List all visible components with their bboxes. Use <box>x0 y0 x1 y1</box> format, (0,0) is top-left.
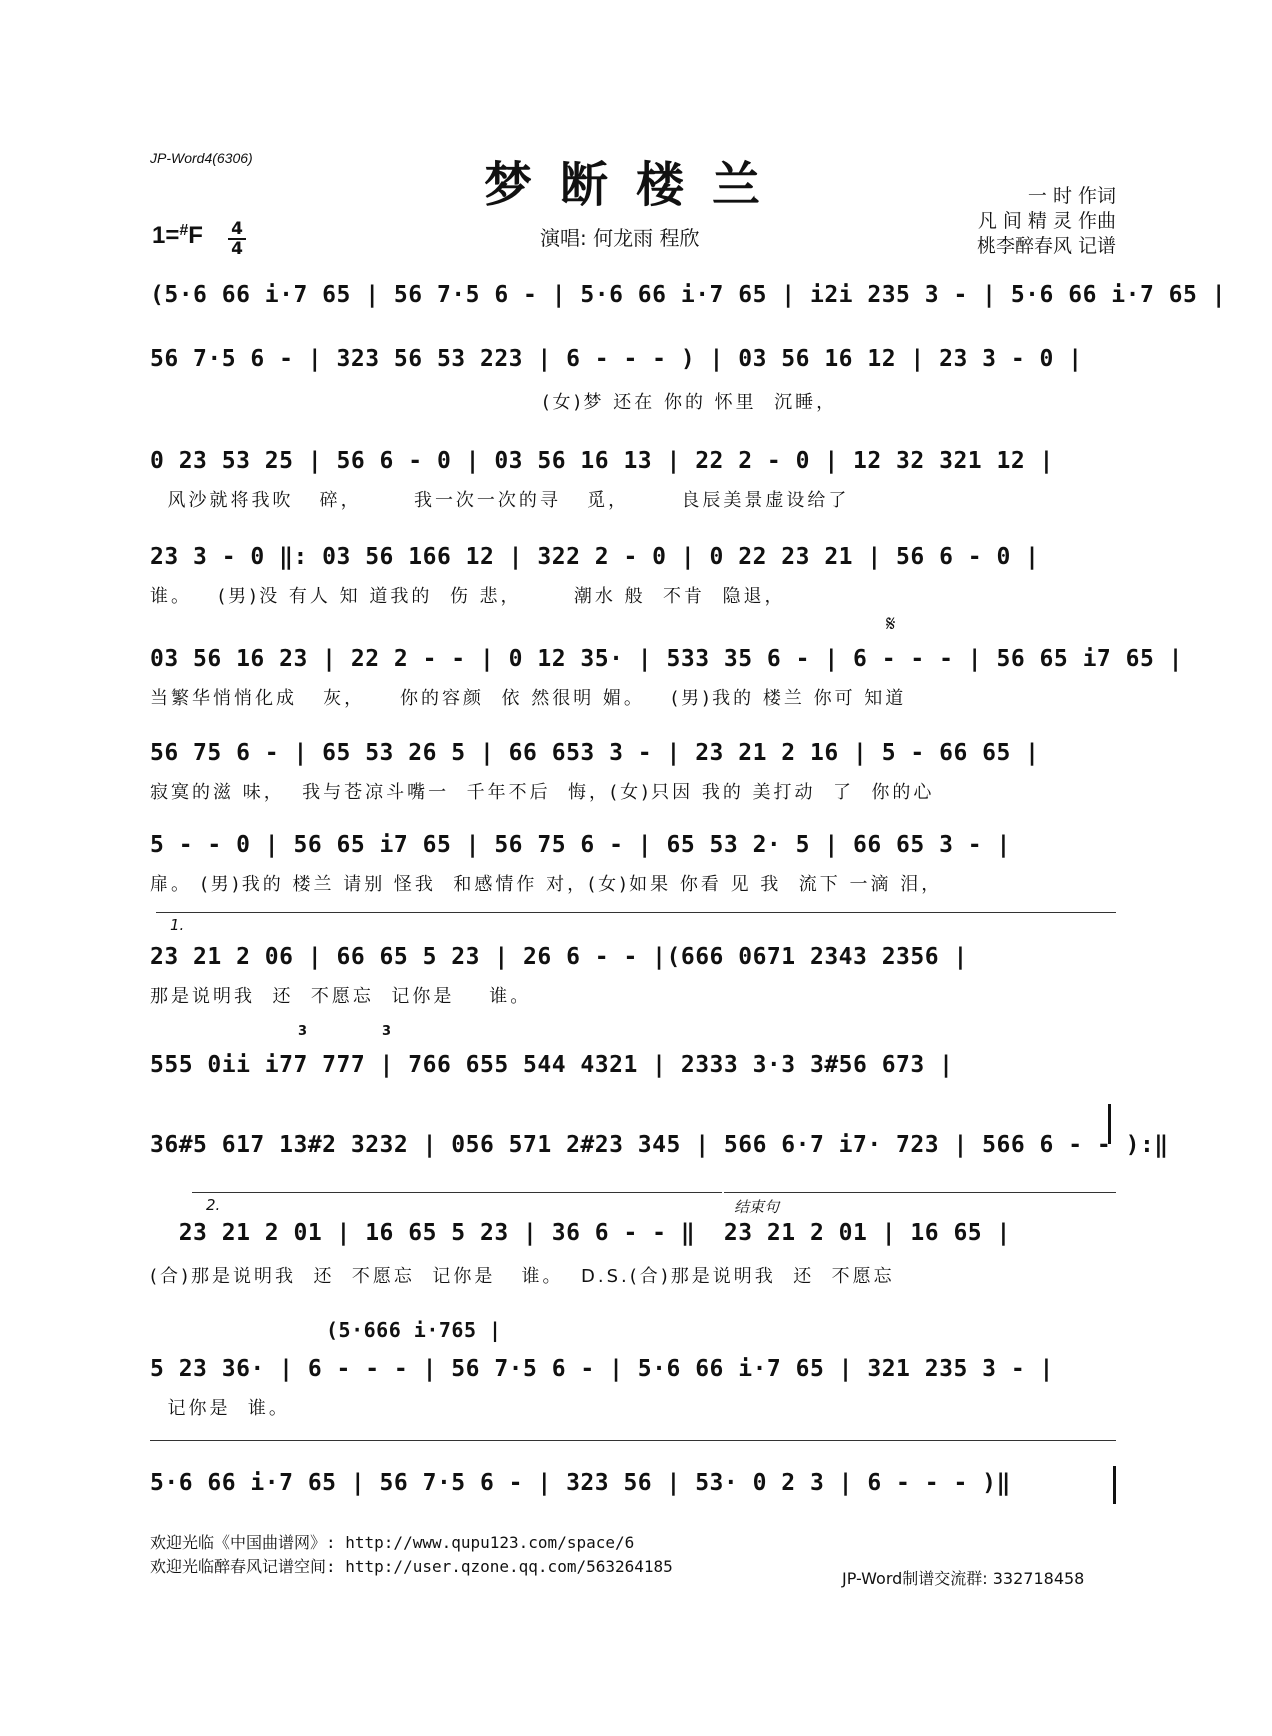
lyricist-credit: 一 时 作词 <box>1027 185 1116 207</box>
footer-link-2: 欢迎光临醉春风记谱空间: http://user.qzone.qq.com/563264185 <box>150 1557 673 1576</box>
score-line-notes: 0 23 53 25 | 56 6 - 0 | 03 56 16 13 | 22 2 - 0 | 12 32 321 12 | <box>150 448 1054 474</box>
segno-sign: 𝄋 <box>886 612 896 637</box>
composer-credit: 凡 间 精 灵 作曲 <box>977 210 1116 232</box>
key-note: F <box>188 222 203 249</box>
score-line-lyrics: 扉。 (男)我的 楼兰 请别 怪我 和感情作 对，(女)如果 你看 见 我 流下 一滴 泪， <box>150 874 943 895</box>
score-line-notes: 23 21 2 01 | 16 65 5 23 | 36 6 - - ‖ 23 21 2 01 | 16 65 | <box>150 1220 1011 1246</box>
score-line-lyrics: 记你是 谁。 <box>150 1398 290 1419</box>
score-line-notes: 36#5 617 13#2 3232 | 056 571 2#23 345 | 566 6·7 i7· 723 | 566 6 - - ):‖ <box>150 1132 1169 1158</box>
score-line-lyrics: 那是说明我 还 不愿忘 记你是 谁。 <box>150 986 532 1007</box>
score-line-notes: 23 21 2 06 | 66 65 5 23 | 26 6 - - |(666 0671 2343 2356 | <box>150 944 968 970</box>
time-top: 4 <box>228 220 246 240</box>
time-bottom: 4 <box>231 239 243 259</box>
volta-1-bracket <box>156 912 1116 913</box>
score-line-notes: 555 0ii i77 777 | 766 655 544 4321 | 2333 3·3 3#56 673 | <box>150 1052 954 1078</box>
footer-group: JP-Word制谱交流群: 332718458 <box>842 1569 1085 1588</box>
ending-label: 结束句 <box>734 1198 780 1216</box>
singer-credit: 演唱: 何龙雨 程欣 <box>540 226 700 250</box>
volta-1-label: 1. <box>170 916 185 934</box>
score-line-lyrics: 谁。 (男)没 有人 知 道我的 伤 悲， 潮水 般 不肯 隐退， <box>150 586 786 607</box>
final-barline <box>1113 1466 1116 1504</box>
ending-bracket <box>724 1192 1116 1193</box>
score-line-lyrics: (女)梦 还在 你的 怀里 沉睡， <box>150 392 838 413</box>
section-rule <box>150 1440 1116 1441</box>
score-line-notes: 5 23 36· | 6 - - - | 56 7·5 6 - | 5·6 66 i·7 65 | 321 235 3 - | <box>150 1356 1054 1382</box>
song-title: 梦断楼兰 <box>483 157 788 213</box>
score-line-notes: 5 - - 0 | 56 65 i7 65 | 56 75 6 - | 65 53 2· 5 | 66 65 3 - | <box>150 832 1011 858</box>
key-prefix: 1= <box>152 222 180 249</box>
score-line-lyrics: 当繁华悄悄化成 灰， 你的容颜 依 然很明 媚。 (男)我的 楼兰 你可 知道 <box>150 688 907 709</box>
score-line-lyrics: (合)那是说明我 还 不愿忘 记你是 谁。 D.S.(合)那是说明我 还 不愿忘 <box>150 1266 895 1287</box>
score-line-notes: (5·6 66 i·7 65 | 56 7·5 6 - | 5·6 66 i·7 65 | i2i 235 3 - | 5·6 66 i·7 65 | <box>150 282 1227 308</box>
time-signature <box>228 220 246 258</box>
software-label: JP-Word4(6306) <box>150 150 253 166</box>
credits <box>946 184 1116 259</box>
triplet-mark: 3 <box>298 1024 308 1039</box>
key-signature <box>152 222 203 250</box>
triplet-mark: 3 <box>382 1024 392 1039</box>
sharp-sign: # <box>179 222 189 239</box>
volta-2-bracket <box>192 1192 722 1193</box>
footer-link-1: 欢迎光临《中国曲谱网》: http://www.qupu123.com/space/6 <box>150 1533 635 1552</box>
inline-intro-notes: (5·666 i·765 | <box>326 1318 502 1342</box>
score-line-lyrics: 寂寞的滋 味， 我与苍凉斗嘴一 千年不后 悔，(女)只因 我的 美打动 了 你的心 <box>150 782 935 803</box>
volta-2-label: 2. <box>206 1196 221 1214</box>
score-line-notes: 23 3 - 0 ‖: 03 56 166 12 | 322 2 - 0 | 0 22 23 21 | 56 6 - 0 | <box>150 544 1040 570</box>
score-line-notes: 5·6 66 i·7 65 | 56 7·5 6 - | 323 56 | 53· 0 2 3 | 6 - - - )‖ <box>150 1470 1011 1496</box>
score-line-notes: 56 75 6 - | 65 53 26 5 | 66 653 3 - | 23 21 2 16 | 5 - 66 65 | <box>150 740 1040 766</box>
score-line-notes: 03 56 16 23 | 22 2 - - | 0 12 35· | 533 35 6 - | 6 - - - | 56 65 i7 65 | <box>150 646 1183 672</box>
score-line-lyrics: 风沙就将我吹 碎， 我一次一次的寻 觅， 良辰美景虚设给了 <box>150 490 850 511</box>
score-line-notes: 56 7·5 6 - | 323 56 53 223 | 6 - - - ) | 03 56 16 12 | 23 3 - 0 | <box>150 346 1083 372</box>
transcriber-credit: 桃李醉春风 记谱 <box>976 235 1116 257</box>
